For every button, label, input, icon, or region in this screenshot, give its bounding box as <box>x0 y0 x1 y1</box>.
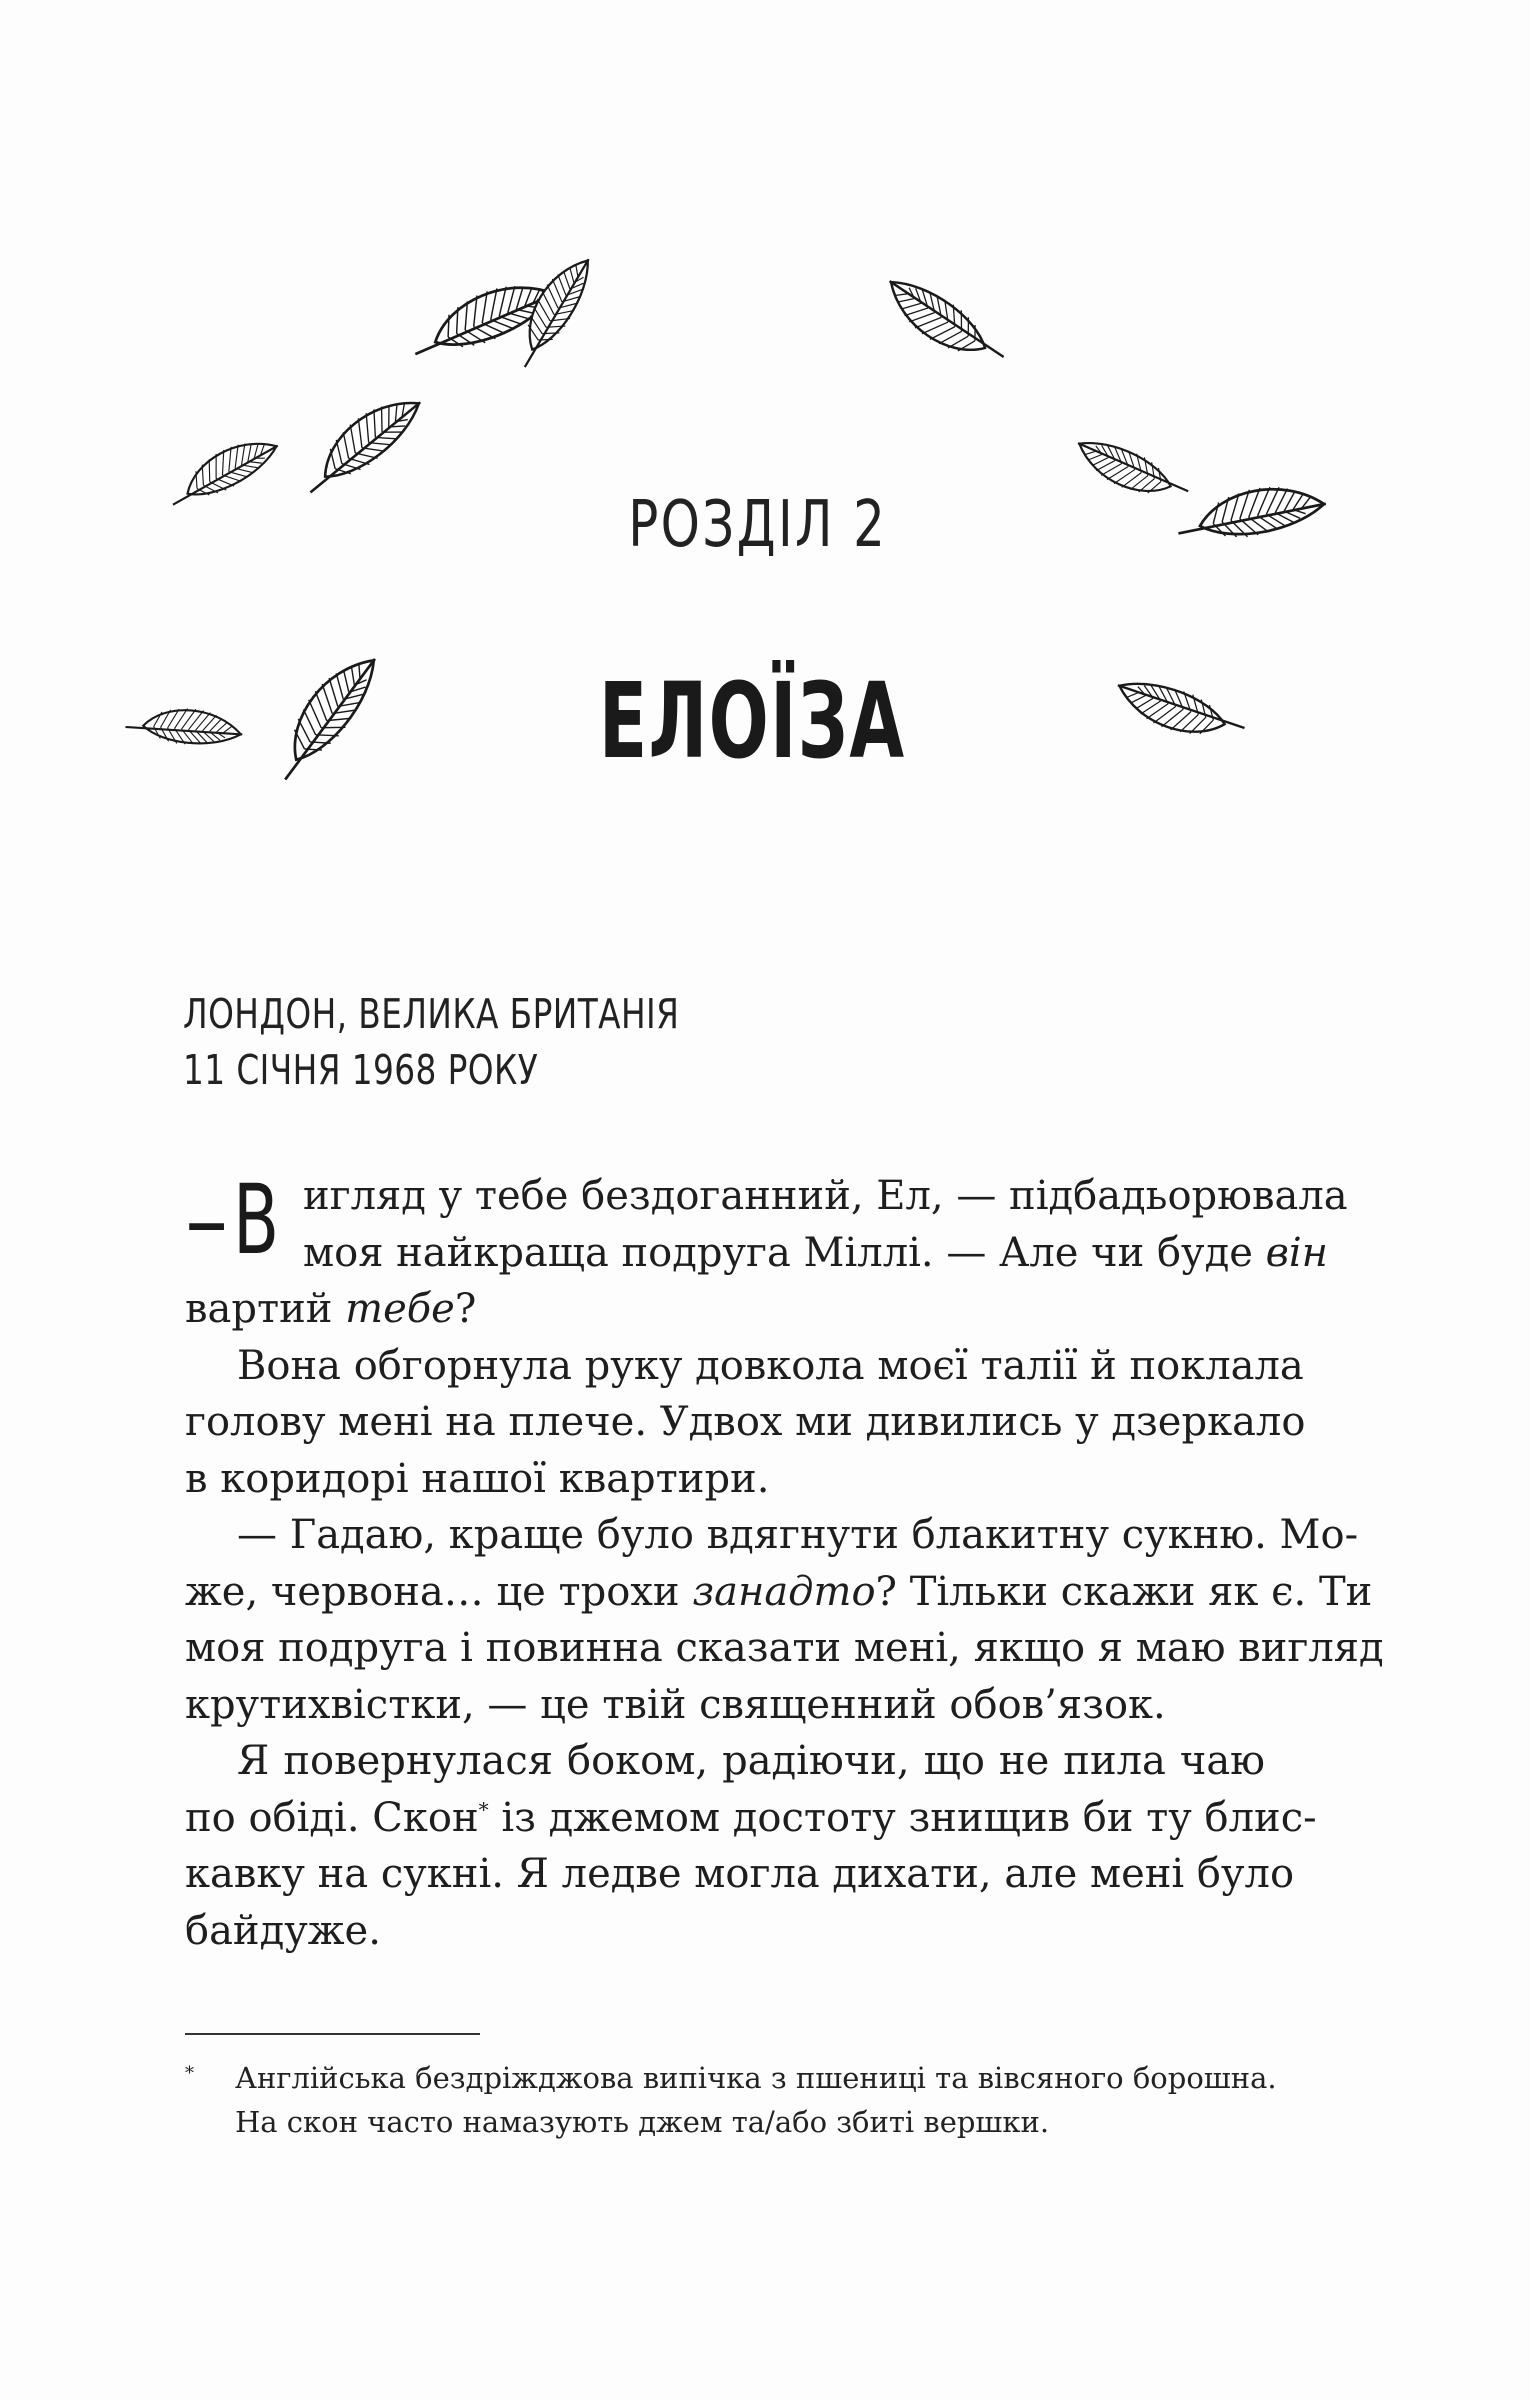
chapter-title: ЕЛОЇЗА <box>598 660 906 782</box>
drop-cap-letter: В <box>233 1164 280 1276</box>
emphasis: занадто <box>692 1568 876 1615</box>
text-line: — Гадаю, краще було вдягнути блакитну сукню. Мо- <box>237 1512 1359 1558</box>
text-line: вартий тебе? <box>185 1286 477 1332</box>
emphasis: він <box>1265 1229 1329 1276</box>
leaf-icon <box>293 382 432 504</box>
setting-place: ЛОНДОН, ВЕЛИКА БРИТАНІЯ <box>183 990 680 1038</box>
footnote-line: На скон часто намазують джем та/або збиті вершки. <box>235 2105 1050 2139</box>
text-line: крутихвістки, — це твій священний обов’язок. <box>185 1681 1166 1728</box>
leaf-icon <box>876 267 1012 380</box>
setting-date: 11 СІЧНЯ 1968 РОКУ <box>183 1046 539 1094</box>
footnote-marker: * <box>185 2063 194 2084</box>
text-line: голову мені на плече. Удвох ми дивились у дзеркало <box>185 1399 1306 1445</box>
text-line: по обіді. Скон* із джемом достоту знищив би ту блис- <box>185 1794 1317 1841</box>
footnote <box>185 2056 1285 2144</box>
text-line: байдуже. <box>185 1907 381 1954</box>
emphasis: тебе <box>345 1286 455 1332</box>
chapter-number: РОЗДІЛ 2 <box>628 488 888 562</box>
footnote-divider <box>185 2033 480 2035</box>
drop-cap-dash: – <box>185 1164 229 1276</box>
footnote-line: Англійська бездріжджова випічка з пшениці та вівсяного борошна. <box>235 2061 1277 2095</box>
text-line: Я повернулася боком, радіючи, що не пила чаю <box>237 1738 1265 1784</box>
text-line: же, червона… це трохи занадто? Тільки скажи як є. Ти <box>185 1568 1373 1615</box>
text-line: игляд у тебе бездоганний, Ел, — підбадьорювала <box>303 1173 1348 1219</box>
text-line: в коридорі нашої квартири. <box>185 1455 770 1502</box>
chapter-text <box>185 1168 1384 1959</box>
text-line: Вона обгорнула руку довкола моєї талії й поклала <box>237 1342 1304 1389</box>
text-line: моя найкраща подруга Міллі. — Але чи буде він <box>303 1229 1329 1276</box>
text-line: моя подруга і повинна сказати мені, якщо я маю вигляд <box>185 1625 1384 1671</box>
footnote-reference[interactable]: * <box>478 1797 489 1822</box>
leaf-icon <box>124 703 244 749</box>
text-line: кавку на сукні. Я ледве могла дихати, але мені було <box>185 1851 1295 1897</box>
